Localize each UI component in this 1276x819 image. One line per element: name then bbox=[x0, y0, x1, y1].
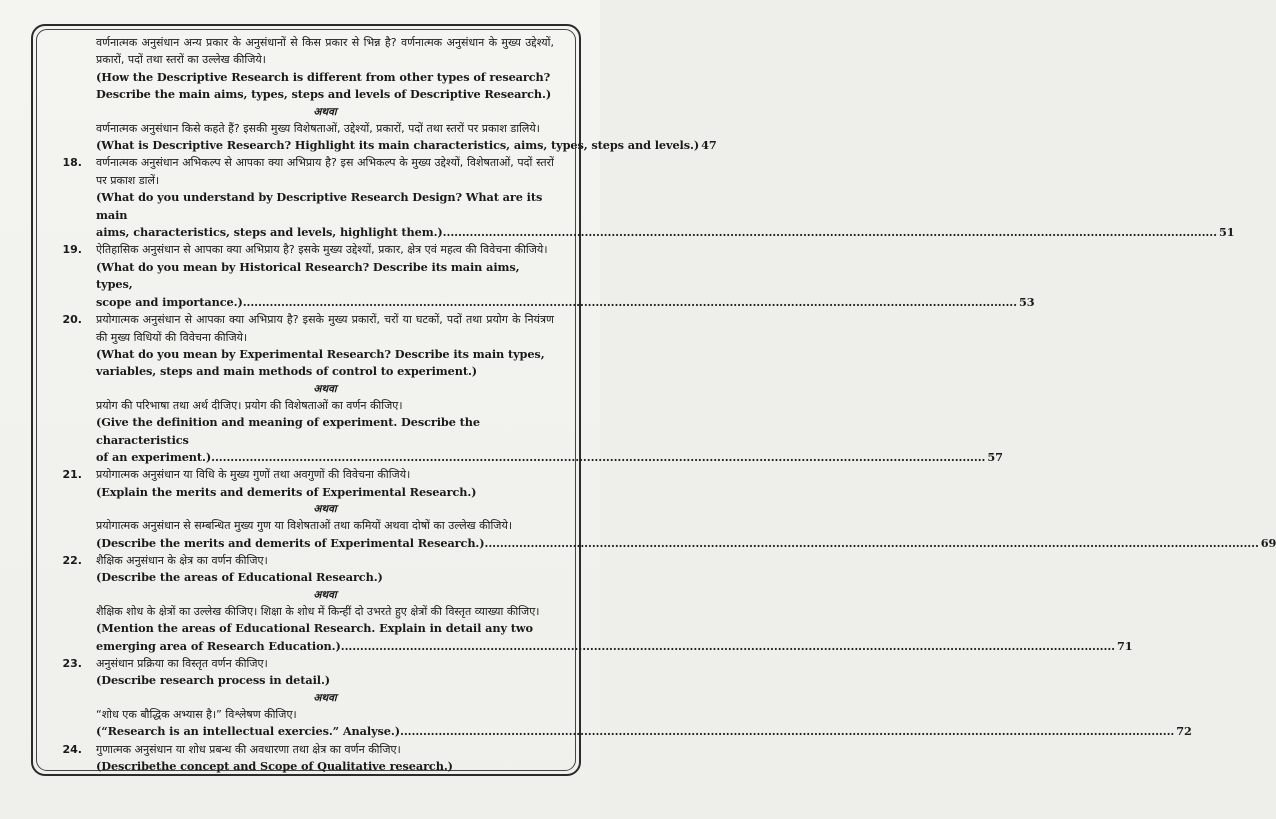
english-text: (Describe the areas of Educational Research.) bbox=[96, 570, 383, 585]
leader-dots: .......................................................................................................................................................................................................... bbox=[242, 294, 1017, 309]
english-text: (What do you understand by Descriptive Research Design? What are its main bbox=[96, 190, 543, 222]
leader-dots: .......................................................................................................................................................................................................... bbox=[340, 638, 1115, 653]
english-text-with-page bbox=[96, 535, 1276, 552]
question-22-alternative bbox=[42, 603, 1133, 655]
athva-separator: अथवा bbox=[313, 691, 337, 704]
hindi-text: ऐतिहासिक अनुसंधान से आपका क्या अभिप्राय है? इसके मुख्य उद्देश्यों, प्रकार, क्षेत्र एवं महत्व की विवेचना कीजिये। bbox=[96, 243, 548, 257]
leader-dots: .......................................................................................................................................................................................................... bbox=[211, 449, 986, 464]
english-text-with-page bbox=[96, 638, 1133, 655]
english-text-with-page bbox=[96, 224, 1235, 241]
english-text: (Describe research process in detail.) bbox=[96, 673, 331, 688]
hindi-text: “शोध एक बौद्धिक अभ्यास है।” विश्लेषण कीजिए। bbox=[96, 707, 297, 721]
question-number: 24. bbox=[62, 742, 82, 756]
page-number: 47 bbox=[701, 138, 717, 153]
english-text: emerging area of Research Education.) bbox=[96, 638, 341, 653]
question-24 bbox=[42, 741, 554, 776]
hindi-text: प्रयोगात्मक अनुसंधान से सम्बन्धित मुख्य गुण या विशेषताओं तथा कमियों अथवा दोषों का उल्लेख कीजिये। bbox=[96, 519, 512, 533]
english-text: (Mention the areas of Educational Research. Explain in detail any two bbox=[96, 621, 533, 636]
athva-separator: अथवा bbox=[313, 105, 337, 118]
athva-separator: अथवा bbox=[313, 503, 337, 516]
question-23 bbox=[42, 655, 554, 690]
question-number: 23. bbox=[62, 657, 82, 670]
english-text-with-page bbox=[96, 137, 717, 154]
question-number: 21. bbox=[62, 468, 82, 482]
hindi-text: वर्णनात्मक अनुसंधान किसे कहते हैं? इसकी मुख्य विशेषताओं, उद्देश्यों, प्रकारों, पदों तथा स्तरों पर प्रकाश डालिये। bbox=[96, 121, 540, 135]
english-text: (What is Descriptive Research? Highlight its main characteristics, aims, types, steps and levels.) bbox=[96, 138, 700, 153]
athva-separator: अथवा bbox=[313, 382, 337, 395]
english-text: (What do you mean by Experimental Research? Describe its main types, variables, steps and main methods of control to experiment.) bbox=[96, 346, 545, 379]
english-text: (Give the definition and meaning of experiment. Describe the characteristics bbox=[96, 415, 480, 447]
hindi-text: वर्णनात्मक अनुसंधान अभिकल्प से आपका क्या अभिप्राय है? इस अभिकल्प के मुख्य उद्देश्यों, विशेषताओं, पदों स्तरों पर प्रकाश डालें। bbox=[96, 156, 554, 187]
english-text: (Explain the merits and demerits of Experimental Research.) bbox=[96, 484, 477, 499]
question-21-alternative bbox=[42, 517, 1276, 552]
hindi-text: प्रयोगात्मक अनुसंधान से आपका क्या अभिप्राय है? इसके मुख्य प्रकारों, चरों या घटकों, पदों तथा प्रयोग के नियंत्रण की मुख्य विधियों की विवेचना कीजिये। bbox=[96, 313, 554, 344]
question-20 bbox=[42, 311, 554, 381]
question-number: 22. bbox=[62, 553, 82, 567]
hindi-text: प्रयोग की परिभाषा तथा अर्थ दीजिए। प्रयोग की विशेषताओं का वर्णन कीजिए। bbox=[96, 398, 403, 412]
hindi-text: शैक्षिक अनुसंधान के क्षेत्र का वर्णन कीजिए। bbox=[96, 553, 268, 567]
hindi-text: गुणात्मक अनुसंधान या शोध प्रबन्ध की अवधारणा तथा क्षेत्र का वर्णन कीजिए। bbox=[96, 742, 401, 756]
hindi-text: प्रयोगात्मक अनुसंधान या विधि के मुख्य गुणों तथा अवगुणों की विवेचना कीजिये। bbox=[96, 468, 411, 482]
english-text: (Describe the merits and demerits of Experimental Research.) bbox=[96, 535, 485, 550]
english-text: of an experiment.) bbox=[96, 449, 212, 464]
hindi-text: वर्णनात्मक अनुसंधान अन्य प्रकार के अनुसंधानों से किस प्रकार से भिन्न है? वर्णनात्मक अनुसंधान के मुख्य उद्देश्यों, प्रकारों, पदों तथा स्तरों का उल्लेख कीजिये। bbox=[96, 36, 554, 67]
leader-dots: .......................................................................................................................................................................................................... bbox=[484, 535, 1259, 550]
question-number: 20. bbox=[62, 313, 82, 327]
page-number: 51 bbox=[1218, 225, 1235, 240]
english-text: aims, characteristics, steps and levels, highlight them.) bbox=[96, 225, 443, 240]
english-text: (“Research is an intellectual exercies.” Analyse.) bbox=[96, 724, 400, 739]
question-20-alternative bbox=[42, 397, 1003, 467]
question-23-alternative bbox=[42, 706, 1192, 741]
english-text: (Describethe concept and Scope of Qualitative research.) bbox=[96, 759, 453, 774]
english-text-with-page bbox=[96, 294, 1035, 311]
question-19 bbox=[42, 241, 1035, 311]
leader-dots: .......................................................................................................................................................................................................... bbox=[442, 225, 1217, 240]
question-number: 19. bbox=[62, 243, 82, 257]
question-number: 18. bbox=[62, 156, 82, 170]
english-text-with-page bbox=[96, 449, 1003, 466]
english-text-with-page bbox=[96, 723, 1192, 740]
english-text: scope and importance.) bbox=[96, 294, 243, 309]
page-number: 69 bbox=[1260, 535, 1276, 550]
question-list bbox=[42, 34, 1276, 775]
question-18 bbox=[42, 154, 1235, 241]
page-number: 71 bbox=[1117, 638, 1133, 653]
page-number: 57 bbox=[987, 449, 1003, 464]
hindi-text: शैक्षिक शोध के क्षेत्रों का उल्लेख कीजिए। शिक्षा के शोध में किन्हीं दो उभरते हुए क्षेत्रों की विस्तृत व्याख्या कीजिए। bbox=[96, 604, 540, 618]
question-21 bbox=[42, 466, 554, 501]
english-text: (What do you mean by Historical Research? Describe its main aims, types, bbox=[96, 259, 520, 292]
page-number: 72 bbox=[1176, 724, 1192, 739]
leader-dots: .......................................................................................................................................................................................................... bbox=[399, 724, 1175, 739]
athva-separator: अथवा bbox=[313, 588, 337, 601]
hindi-text: अनुसंधान प्रक्रिया का विस्तृत वर्णन कीजिए। bbox=[96, 657, 268, 670]
question-17-continued bbox=[42, 34, 717, 154]
page-number: 53 bbox=[1018, 294, 1035, 309]
english-text: (How the Descriptive Research is different from other types of research? Describe the main aims, types, steps and levels of Descriptive Research.) bbox=[96, 69, 552, 102]
question-22 bbox=[42, 552, 554, 587]
